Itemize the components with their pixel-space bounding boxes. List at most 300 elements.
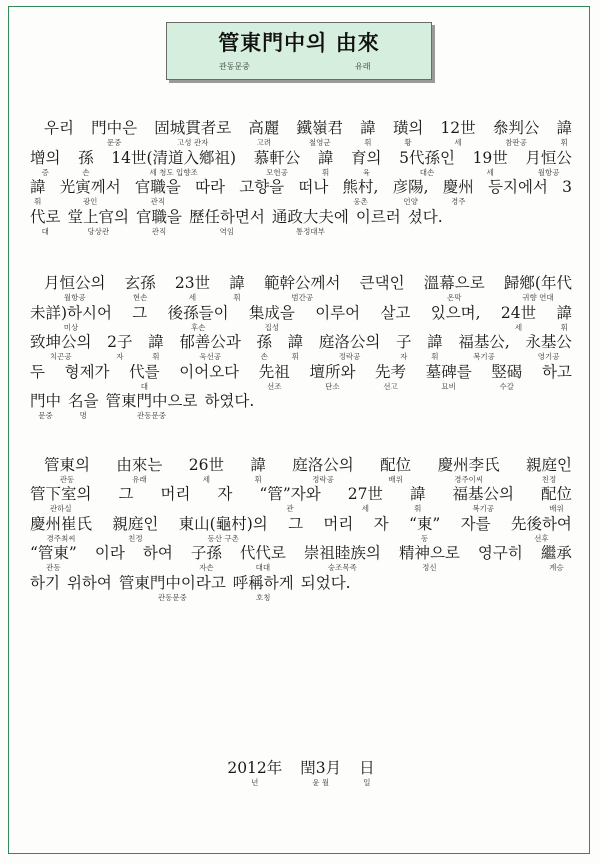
segment-text: 育의 (350, 148, 382, 167)
segment-text: 慶州 (442, 178, 474, 196)
segment-text: 이르러 (355, 207, 401, 226)
text-segment (319, 332, 380, 361)
text-segment (65, 362, 110, 391)
segment-reading: 월항공 (537, 167, 560, 177)
segment-text: 諱 (409, 485, 426, 503)
segment-text: 그 (288, 514, 304, 533)
segment-text: 熊村, (342, 178, 379, 196)
text-segment (542, 362, 572, 391)
text-segment (410, 484, 426, 513)
segment-text: 增의 (30, 148, 61, 167)
segment-text: 하였다. (204, 392, 255, 410)
segment-reading: 관동 (59, 474, 75, 484)
segment-text: 彦陽, (392, 178, 429, 196)
segment-text: 通政大夫에 (271, 207, 349, 226)
text-segment (111, 148, 236, 177)
segment-text: “東” (408, 514, 441, 533)
segment-reading: 세 (454, 138, 462, 147)
segment-text: 12世 (440, 119, 476, 137)
text-segment (189, 207, 265, 236)
segment-text: 3 (562, 178, 572, 196)
text-segment (374, 514, 389, 543)
segment-text: 그 (132, 303, 148, 322)
date-line (30, 758, 572, 787)
segment-text: 代로 (30, 207, 61, 226)
segment-reading: 계승 (549, 563, 564, 572)
segment-text: 先祖 (258, 362, 290, 381)
segment-text: 月恒公의 (44, 274, 106, 292)
text-segment (259, 484, 320, 513)
segment-text: 名을 (68, 392, 99, 410)
text-segment (30, 303, 112, 332)
segment-reading: 관동문중 (157, 592, 187, 602)
segment-text: 諱 (556, 119, 572, 137)
segment-reading: 후손 (190, 322, 206, 332)
text-segment (301, 573, 351, 602)
segment-text: 範幹公께서 (264, 274, 341, 292)
text-segment (493, 118, 540, 147)
segment-text: 2子 (107, 333, 133, 351)
segment-reading: 광인 (82, 197, 98, 206)
text-segment (399, 148, 455, 177)
segment-reading: 통정대부 (295, 226, 325, 236)
segment-text: 溫幕으로 (423, 274, 485, 292)
segment-text: 따라 (195, 178, 226, 196)
segment-text: 日 (359, 759, 375, 777)
segment-text: 두 (30, 362, 45, 381)
segment-reading: 친정 (128, 533, 143, 543)
text-segment (431, 303, 481, 332)
segment-text: 先後하여 (510, 514, 572, 533)
text-segment (250, 455, 266, 484)
segment-reading: 휘 (560, 138, 568, 147)
text-segment (297, 118, 344, 147)
text-segment (148, 332, 164, 361)
segment-text: 24世 (500, 303, 537, 322)
segment-reading: 자손 (199, 563, 214, 572)
text-segment (179, 332, 240, 361)
text-segment (78, 148, 94, 177)
segment-reading: 휘 (254, 474, 262, 484)
segment-text: 諱 (229, 274, 245, 292)
segment-reading: 범간공 (291, 293, 314, 302)
segment-reading: 휘 (34, 197, 42, 206)
segment-reading: 영기공 (537, 352, 560, 361)
segment-text: 壇所와 (309, 362, 356, 381)
segment-text: 하여 (142, 544, 173, 562)
segment-reading: 손 (260, 352, 268, 361)
text-segment (229, 273, 245, 302)
segment-text: 親庭인 (525, 455, 572, 474)
segment-text: 영구히 (477, 544, 523, 562)
text-segment (452, 484, 513, 513)
text-segment (195, 177, 225, 206)
segment-text: “管東” (30, 544, 77, 562)
segment-reading: 철영군 (308, 138, 331, 147)
text-segment (44, 455, 90, 484)
text-segment (44, 273, 105, 302)
segment-text: 官職을 (134, 178, 181, 196)
segment-text: 月恒公 (525, 148, 572, 167)
segment-reading: 휘 (431, 352, 439, 361)
segment-text: 諱 (30, 178, 46, 196)
segment-text: 配位 (540, 485, 572, 503)
segment-text: 東山(龜村)의 (178, 514, 268, 533)
segment-text: 諱 (317, 148, 334, 167)
segment-reading: 경주이씨 (454, 474, 484, 484)
segment-text: 慶州崔氏 (30, 514, 93, 533)
text-segment (30, 177, 46, 206)
segment-reading: 대대 (255, 563, 271, 572)
segment-text: 孫 (78, 148, 94, 167)
text-segment (30, 543, 77, 572)
segment-reading: 정신 (422, 563, 437, 572)
text-segment (440, 118, 475, 147)
document-title: 管東門中의 由來 (218, 30, 380, 55)
title-box (166, 22, 432, 80)
segment-reading: 월항공 (63, 293, 86, 302)
segment-reading: 유래 (132, 474, 147, 484)
text-segment (272, 207, 349, 236)
segment-reading: 문중 (106, 138, 122, 147)
text-segment (160, 484, 190, 513)
segment-text: 諱 (287, 333, 304, 351)
segment-text: 위하여 (66, 573, 112, 592)
segment-text: 19世 (472, 148, 508, 167)
text-segment (239, 177, 284, 206)
segment-text: 이루어 (315, 303, 361, 322)
segment-text: 庭洛公의 (318, 333, 381, 351)
text-segment (249, 303, 295, 332)
segment-text: 官職을 (135, 207, 182, 226)
segment-reading: 온막 (446, 293, 462, 302)
text-segment (30, 391, 61, 420)
text-segment (30, 514, 92, 543)
text-segment (132, 303, 147, 332)
segment-text: 繼承 (540, 544, 572, 562)
text-segment (556, 303, 572, 332)
segment-text: 璜의 (392, 119, 424, 137)
text-segment (60, 177, 121, 206)
segment-reading: 웅촌 (353, 197, 368, 206)
text-segment (380, 455, 411, 484)
segment-text: 管東門中으로 (105, 392, 198, 410)
segment-text: 由來는 (116, 455, 163, 474)
text-segment (504, 273, 572, 302)
segment-text: 형제가 (64, 362, 110, 381)
segment-reading: 친정 (541, 474, 557, 484)
segment-text: 固城貫者로 (154, 119, 232, 137)
segment-reading: 육 (362, 167, 370, 177)
text-segment (501, 303, 536, 332)
segment-reading: 휘 (321, 167, 330, 177)
text-segment (360, 118, 376, 147)
text-segment (67, 573, 112, 602)
segment-reading: 동산 구촌 (207, 533, 239, 543)
paragraph (30, 455, 572, 603)
segment-reading: 경주최씨 (46, 533, 76, 543)
segment-text: 門中 (30, 392, 62, 410)
text-segment (399, 543, 460, 572)
text-segment (556, 118, 572, 147)
text-line (30, 303, 572, 333)
segment-reading: 숭조목족 (327, 563, 357, 572)
text-segment (189, 455, 224, 484)
segment-reading: 세 (514, 322, 523, 332)
segment-text: 崇祖睦族의 (303, 544, 381, 562)
segment-text: 高麗 (248, 119, 280, 137)
segment-reading: 치곤공 (49, 352, 72, 361)
segment-reading: 미상 (63, 322, 79, 332)
text-segment (438, 455, 500, 484)
text-segment (259, 362, 290, 391)
segment-text: 集成을 (248, 303, 295, 322)
segment-reading: 묘비 (441, 381, 456, 391)
text-segment (288, 514, 303, 543)
text-segment (95, 543, 125, 572)
segment-text: 福基公의 (452, 485, 514, 503)
text-segment (525, 332, 572, 361)
text-segment (458, 332, 509, 361)
segment-reading: 세 청도 입향조 (149, 167, 198, 177)
text-segment (409, 514, 440, 543)
segment-reading: 욱선공 (199, 352, 221, 361)
segment-text: 致坤公의 (30, 333, 92, 351)
segment-text: 셨다. (407, 207, 443, 226)
segment-reading: 동 (421, 533, 429, 543)
segment-reading: 모헌공 (266, 167, 288, 177)
text-segment (30, 148, 60, 177)
segment-reading: 황 (404, 138, 412, 147)
segment-reading: 대손 (419, 167, 435, 177)
segment-reading: 대 (140, 381, 149, 391)
segment-text: 配位 (380, 455, 412, 474)
segment-text: 先考 (375, 362, 407, 381)
text-line (30, 118, 572, 148)
text-segment (360, 273, 405, 302)
text-segment (240, 543, 286, 572)
text-segment (217, 484, 232, 513)
segment-text: 呼稱하게 (232, 573, 294, 592)
segment-text: 永基公 (525, 333, 572, 351)
segment-text: 살고 (380, 303, 411, 322)
text-segment (380, 303, 410, 332)
segment-text: 자를 (460, 514, 491, 533)
segment-text: 있으며, (430, 303, 481, 322)
text-line (30, 573, 572, 603)
segment-reading: 휘 (291, 352, 300, 361)
text-segment (348, 484, 383, 513)
segment-text: 歸鄕(年代 (503, 274, 572, 292)
segment-reading: 귀향 연대 (522, 293, 554, 302)
title-ruby-left: 관동문중 (219, 62, 250, 71)
segment-text: 諱 (148, 333, 164, 351)
segment-text: 郁善公과 (179, 333, 241, 351)
text-segment (116, 455, 162, 484)
segment-reading: 관동 (46, 563, 61, 572)
segment-text: 우리 (44, 119, 74, 137)
segment-reading: 손 (82, 167, 90, 177)
segment-text: 23世 (174, 274, 211, 292)
segment-text: 하기 (30, 573, 60, 592)
segment-text: 慶州李氏 (437, 455, 500, 474)
segment-text: 5代孫인 (399, 148, 455, 167)
segment-reading: 자 (116, 352, 124, 361)
text-segment (136, 207, 182, 236)
text-segment (204, 391, 254, 420)
text-segment (118, 484, 133, 513)
text-segment (30, 207, 60, 236)
text-segment (318, 148, 334, 177)
text-line (30, 514, 572, 544)
segment-reading: 휘 (152, 352, 160, 361)
segment-reading: 증 (41, 167, 49, 177)
segment-reading: 관동문중 (136, 411, 166, 420)
text-segment (112, 514, 158, 543)
text-segment (461, 514, 491, 543)
text-line (30, 177, 572, 207)
segment-text: 諱 (360, 119, 376, 137)
segment-reading: 당상관 (87, 226, 110, 236)
text-segment (119, 573, 226, 602)
title-ruby-right: 유래 (355, 62, 371, 71)
segment-reading: 경주 (451, 197, 466, 206)
segment-text: 未詳)하시어 (30, 303, 112, 322)
text-segment (351, 148, 381, 177)
segment-reading: 참판공 (505, 138, 527, 147)
text-segment (68, 391, 98, 420)
segment-text: 諱 (250, 455, 266, 474)
segment-reading: 관직 (150, 197, 166, 206)
segment-reading: 휘 (364, 138, 372, 147)
segment-reading: 호칭 (256, 592, 271, 602)
segment-reading: 역임 (219, 226, 235, 236)
segment-text: 이어오다 (179, 362, 240, 381)
segment-reading: 관 (286, 504, 294, 513)
text-segment (359, 758, 375, 787)
segment-text: 되었다. (300, 573, 351, 592)
segment-text: 庭洛公의 (292, 455, 354, 474)
text-segment (393, 177, 429, 206)
segment-reading: 세 (486, 167, 494, 177)
text-segment (525, 148, 572, 177)
segment-text: 福基公, (458, 333, 510, 351)
segment-text: 諱 (427, 333, 443, 351)
segment-text: 26世 (188, 455, 224, 474)
text-segment (375, 362, 406, 391)
segment-text: 慕軒公 (253, 148, 301, 167)
segment-reading: 자 (400, 352, 408, 361)
segment-reading: 휘 (560, 322, 568, 332)
text-segment (30, 332, 91, 361)
segment-text: 고향을 (239, 178, 285, 196)
segment-text: 떠나 (298, 178, 329, 196)
text-line (30, 332, 572, 362)
text-line (30, 484, 572, 514)
segment-reading: 정락공 (338, 352, 361, 361)
text-segment (315, 303, 360, 332)
text-segment (288, 332, 304, 361)
segment-text: 精神으로 (398, 544, 460, 562)
text-line (30, 391, 572, 421)
text-segment (248, 118, 279, 147)
segment-text: 門中은 (91, 119, 138, 137)
segment-reading: 명 (79, 411, 87, 420)
paragraph (30, 118, 572, 236)
text-segment (443, 177, 474, 206)
segment-reading: 세 (188, 293, 197, 302)
segment-text: 代를 (129, 362, 160, 381)
text-segment (323, 514, 353, 543)
segment-text: 堂上官의 (67, 207, 129, 226)
text-segment (304, 543, 381, 572)
segment-reading: 관직 (151, 226, 167, 236)
segment-text: 玄孫 (124, 274, 156, 292)
text-segment (254, 148, 301, 177)
segment-reading: 년 (251, 778, 259, 787)
segment-text: 머리 (160, 485, 191, 503)
segment-text: 管下室의 (30, 485, 92, 503)
segment-text: 자 (373, 514, 389, 533)
text-segment (356, 207, 401, 236)
segment-text: 鐵嶺君 (296, 119, 344, 137)
paragraph (30, 273, 572, 421)
segment-reading: 수갈 (499, 381, 515, 391)
text-segment (227, 758, 282, 787)
segment-reading: 휘 (414, 504, 422, 513)
segment-text: 叅判公 (492, 119, 540, 137)
text-segment (264, 273, 340, 302)
segment-text: 閏3月 (300, 759, 342, 777)
segment-reading: 선고 (383, 381, 398, 391)
segment-text: 子孫 (190, 544, 222, 562)
text-segment (511, 514, 572, 543)
segment-text: 子 (395, 333, 412, 351)
segment-text: “管”자와 (259, 485, 321, 503)
text-segment (30, 573, 60, 602)
segment-text: 墓碑를 (425, 362, 472, 381)
text-segment (30, 362, 45, 391)
text-segment (44, 118, 74, 147)
text-segment (309, 362, 355, 391)
text-segment (298, 177, 328, 206)
segment-text: 등지에서 (488, 178, 548, 196)
text-segment (300, 758, 341, 787)
text-segment (427, 332, 443, 361)
text-segment (175, 273, 210, 302)
text-segment (168, 303, 229, 332)
segment-text: 歷任하면서 (188, 207, 265, 226)
segment-reading: 선후 (534, 533, 549, 543)
text-segment (125, 273, 156, 302)
segment-text: 이라 (94, 544, 125, 562)
segment-text: 하고 (541, 362, 572, 381)
segment-text: 後孫들이 (167, 303, 229, 322)
text-segment (396, 332, 412, 361)
segment-reading: 고성 관자 (177, 138, 209, 147)
segment-text: 諱 (556, 303, 572, 322)
text-segment (562, 177, 572, 206)
segment-text: 光寅께서 (59, 178, 121, 196)
text-segment (424, 273, 485, 302)
segment-reading: 현손 (132, 293, 148, 302)
segment-text: 머리 (323, 514, 354, 533)
text-segment (30, 484, 91, 513)
segment-text: 管東의 (44, 455, 90, 474)
segment-reading: 일 (363, 778, 371, 787)
text-segment (473, 148, 508, 177)
text-segment (106, 391, 198, 420)
